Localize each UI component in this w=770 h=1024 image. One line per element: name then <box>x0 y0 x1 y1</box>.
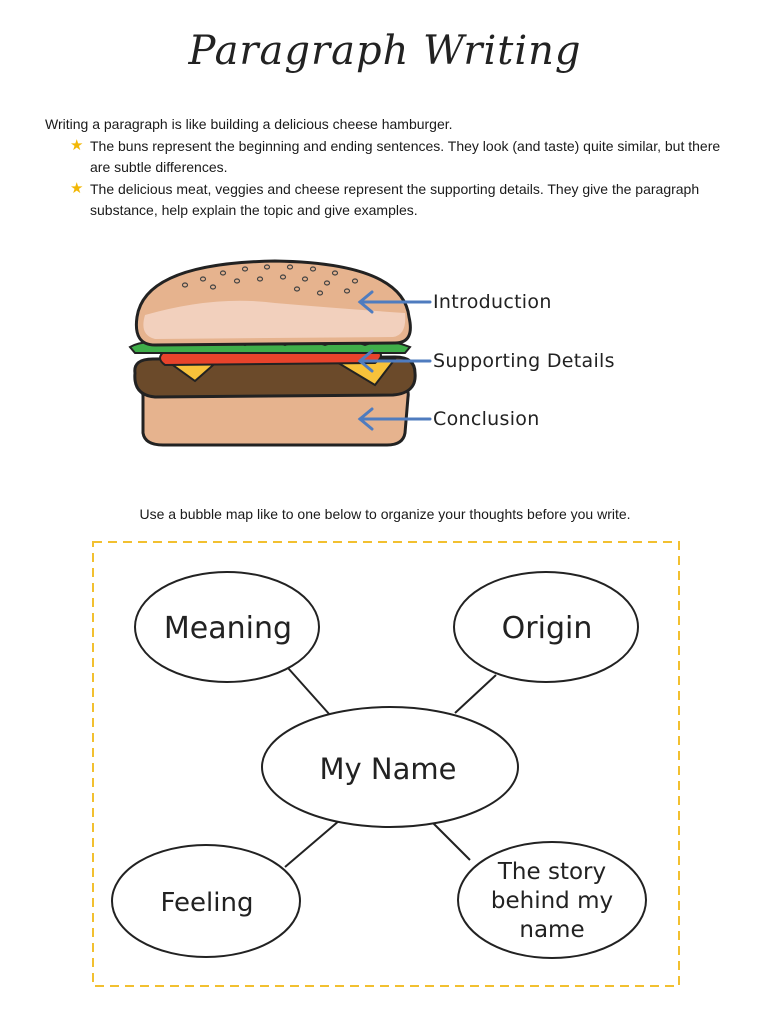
bubble-label-story-line: name <box>519 917 585 943</box>
connector-line <box>430 820 470 860</box>
bullet-item <box>70 179 730 221</box>
page-title: Paragraph Writing <box>188 28 582 74</box>
connector-line <box>288 668 330 715</box>
intro-text: Writing a paragraph is like building a delicious cheese hamburger. <box>45 116 453 132</box>
bubble-label-feeling: Feeling <box>160 888 254 918</box>
connector-line <box>285 820 340 867</box>
bubble-map <box>0 535 770 1005</box>
bullet-item <box>70 136 730 178</box>
connector-line <box>455 675 496 713</box>
bubble-label-origin: Origin <box>501 611 593 646</box>
bullet-text: The buns represent the beginning and ending sentences. They look (and taste) quite similar, but there are subtle differences. <box>90 138 721 175</box>
arrow-left-icon <box>360 409 430 429</box>
bullet-text: The delicious meat, veggies and cheese represent the supporting details. They give the paragraph substance, help explain the topic and give examples. <box>90 181 700 218</box>
bullet-list <box>70 136 730 222</box>
arrow-group <box>350 285 435 435</box>
label-conclusion: Conclusion <box>433 408 540 430</box>
bubble-label-story-line: behind my <box>490 888 614 914</box>
label-introduction: Introduction <box>433 291 552 313</box>
star-icon: ★ <box>70 137 84 154</box>
instruction-text: Use a bubble map like to one below to organize your thoughts before you write. <box>139 506 631 522</box>
arrow-left-icon <box>360 292 430 312</box>
arrow-left-icon <box>360 351 430 371</box>
label-supporting-details: Supporting Details <box>433 350 615 372</box>
bubble-label-story-line: The story <box>497 859 607 885</box>
star-icon: ★ <box>70 180 84 197</box>
bubble-label-center: My Name <box>319 752 457 786</box>
bubble-label-meaning: Meaning <box>163 611 293 646</box>
